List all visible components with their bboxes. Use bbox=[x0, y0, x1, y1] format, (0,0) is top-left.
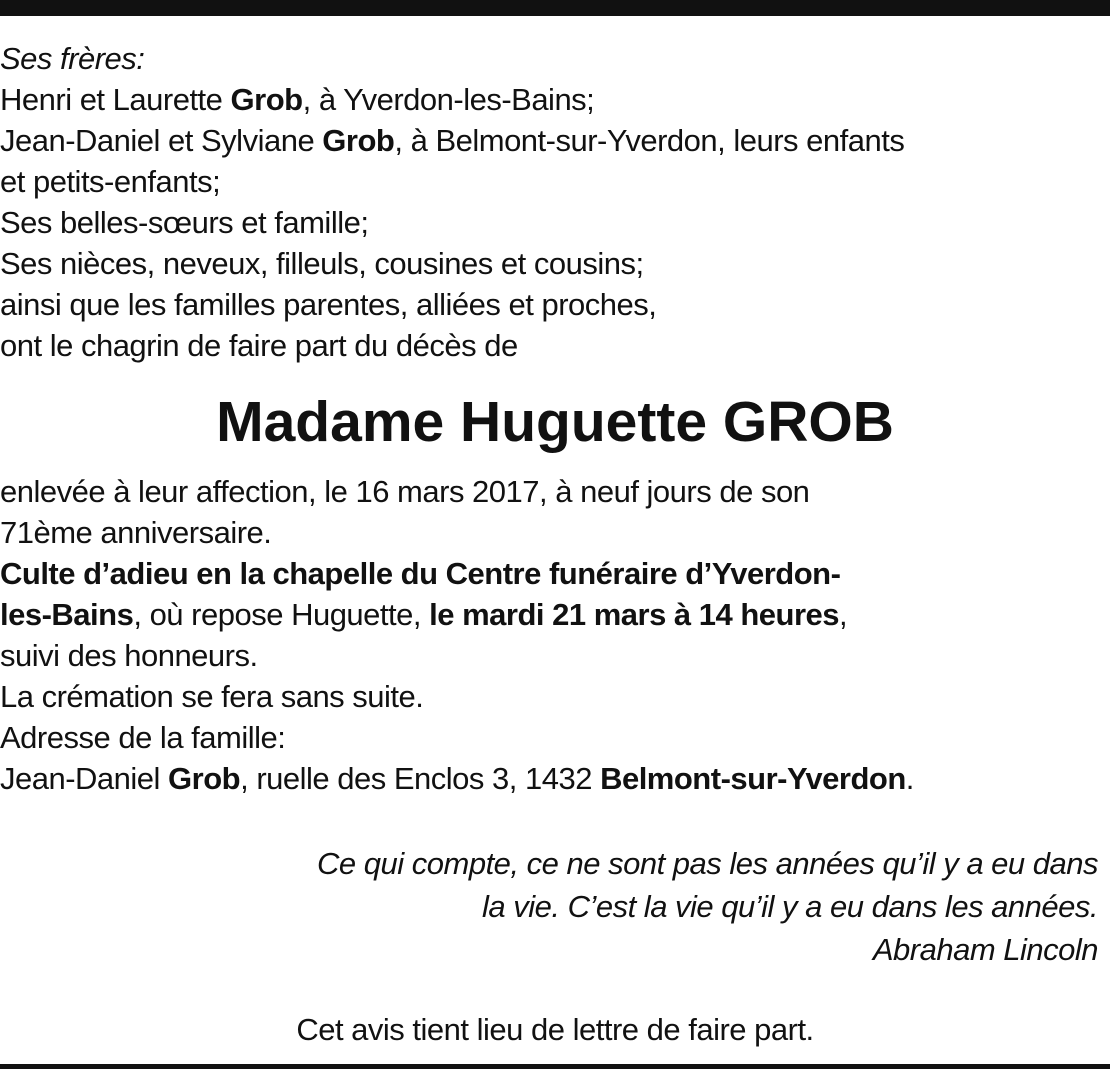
quote-author: Abraham Lincoln bbox=[872, 932, 1098, 967]
ceremony-place-bold: les-Bains bbox=[0, 597, 134, 632]
intro-line-2 bbox=[0, 79, 1110, 120]
surname-bold: Grob bbox=[168, 761, 241, 796]
text-span: Henri et Laurette bbox=[0, 82, 231, 117]
details-line-3 bbox=[0, 553, 1110, 594]
text-span: , bbox=[839, 597, 848, 632]
details-line-7: Adresse de la famille: bbox=[0, 720, 286, 755]
details-line-2: 71ème anniversaire. bbox=[0, 515, 272, 550]
details-line-1: enlevée à leur affection, le 16 mars 2017, à neuf jours de son bbox=[0, 474, 810, 509]
text-span: Jean-Daniel bbox=[0, 761, 169, 796]
text-span: , où repose Huguette, bbox=[133, 597, 430, 632]
intro-line-8: ont le chagrin de faire part du décès de bbox=[0, 328, 518, 363]
deceased-name-heading: Madame Huguette GROB bbox=[216, 390, 894, 454]
text-span: , à Yverdon-les-Bains; bbox=[302, 82, 595, 117]
ceremony-date-bold: le mardi 21 mars à 14 heures bbox=[429, 597, 840, 632]
text-span: Jean-Daniel et Sylviane bbox=[0, 123, 323, 158]
text-span: , à Belmont-sur-Yverdon, leurs enfants bbox=[394, 123, 905, 158]
details-line-4 bbox=[0, 594, 1110, 635]
bottom-rule bbox=[0, 1064, 1110, 1069]
quote-block bbox=[98, 842, 1098, 971]
service-details bbox=[0, 471, 1110, 799]
details-line-5: suivi des honneurs. bbox=[0, 638, 258, 673]
intro-line-6: Ses nièces, neveux, filleuls, cousines et cousins; bbox=[0, 246, 644, 281]
intro-line-3 bbox=[0, 120, 1110, 161]
details-line-8 bbox=[0, 758, 1110, 799]
locality-bold: Belmont-sur-Yverdon bbox=[600, 761, 906, 796]
family-announcement bbox=[0, 38, 1110, 366]
intro-line-5: Ses belles-sœurs et famille; bbox=[0, 205, 369, 240]
ceremony-bold: Culte d’adieu en la chapelle du Centre funéraire d’Yverdon- bbox=[0, 556, 841, 591]
quote-line-2: la vie. C’est la vie qu’il y a eu dans les années. bbox=[481, 889, 1098, 924]
text-span: . bbox=[905, 761, 914, 796]
intro-line-1: Ses frères: bbox=[0, 41, 145, 76]
text-span: , ruelle des Enclos 3, 1432 bbox=[240, 761, 601, 796]
quote-line-1: Ce qui compte, ce ne sont pas les années qu’il y a eu dans bbox=[317, 846, 1098, 881]
surname-bold: Grob bbox=[322, 123, 395, 158]
top-rule bbox=[0, 0, 1110, 16]
intro-line-4: et petits-enfants; bbox=[0, 164, 221, 199]
details-line-6: La crémation se fera sans suite. bbox=[0, 679, 424, 714]
intro-line-7: ainsi que les familles parentes, alliées et proches, bbox=[0, 287, 657, 322]
surname-bold: Grob bbox=[230, 82, 303, 117]
footer-note: Cet avis tient lieu de lettre de faire part. bbox=[296, 1012, 814, 1047]
